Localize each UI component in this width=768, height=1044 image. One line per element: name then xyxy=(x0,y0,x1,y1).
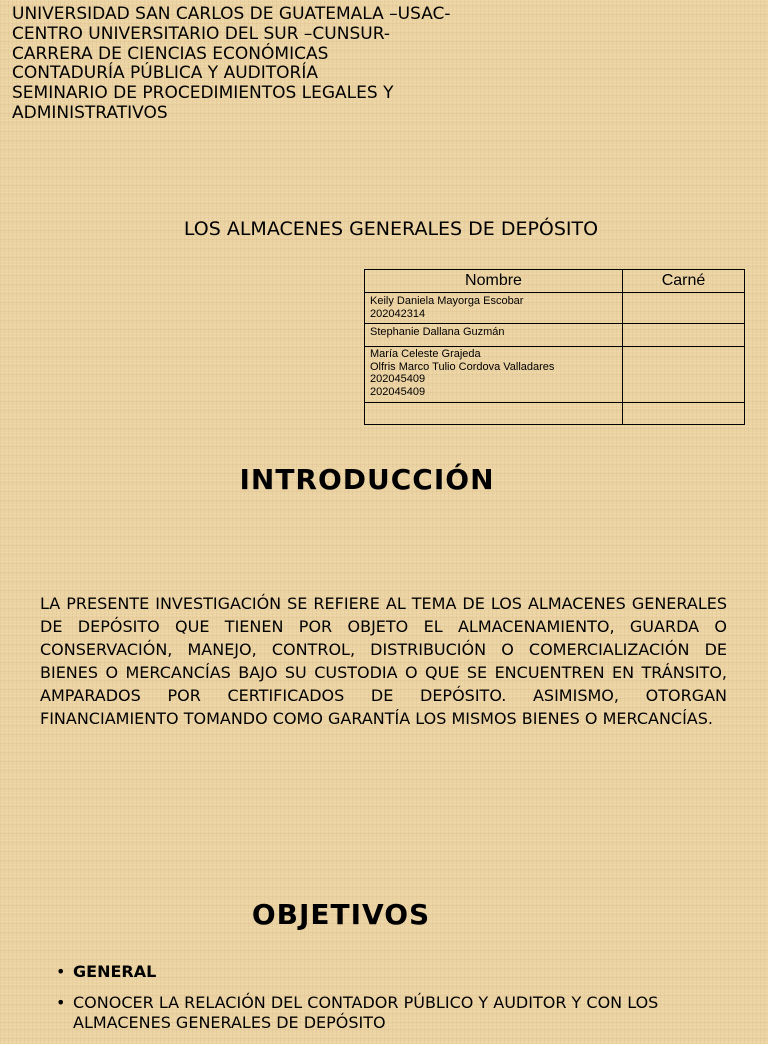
name-line: Stephanie Dallana Guzmán xyxy=(370,326,505,338)
table-header-row xyxy=(365,270,745,293)
objectives-list xyxy=(56,962,706,1044)
header-line-center: CENTRO UNIVERSITARIO DEL SUR –CUNSUR- xyxy=(12,23,390,44)
name-cell xyxy=(365,403,623,425)
column-header-name: Nombre xyxy=(365,270,623,293)
name-cell xyxy=(365,324,623,347)
introduction-paragraph: LA PRESENTE INVESTIGACIÓN SE REFIERE AL TEMA DE LOS ALMACENES GENERALES DE DEPÓSITO QUE TIENEN POR OBJETO EL ALMACENAMIENTO, GUARDA O CONSERVACIÓN, MANEJO, CONTROL, DISTRIBUCIÓN O COMERCIALIZACIÓN DE BIENES O MERCANCÍAS BAJO SU CUSTODIA O QUE SE ENCUENTREN EN TRÁNSITO, AMPARADOS POR CERTIFICADOS DE DEPÓSITO. ASIMISMO, OTORGAN FINANCIAMIENTO TOMANDO COMO GARANTÍA LOS MISMOS BIENES O MERCANCÍAS. xyxy=(40,594,727,728)
name-line: María Celeste Grajeda xyxy=(370,348,481,360)
header-line-seminar-cont: ADMINISTRATIVOS xyxy=(12,102,168,123)
bullet-icon: • xyxy=(56,993,66,1012)
students-table xyxy=(364,269,745,425)
table-row xyxy=(365,293,745,324)
header-line-university: UNIVERSIDAD SAN CARLOS DE GUATEMALA –USAC- xyxy=(12,4,451,24)
introduction-heading: INTRODUCCIÓN xyxy=(239,463,495,496)
name-line: 202042314 xyxy=(370,307,426,320)
table-row xyxy=(365,403,745,425)
column-header-carne: Carné xyxy=(623,270,745,293)
name-line: 202045409 xyxy=(370,373,426,386)
header-line-seminar: SEMINARIO DE PROCEDIMIENTOS LEGALES Y xyxy=(12,83,394,104)
name-line: Keily Daniela Mayorga Escobar xyxy=(370,295,524,307)
objective-general-label: GENERAL xyxy=(73,962,157,981)
name-cell xyxy=(365,293,623,324)
table-row xyxy=(365,347,745,403)
carne-cell xyxy=(623,403,745,425)
name-line: Olfris Marco Tulio Cordova Valladares xyxy=(370,360,555,373)
name-cell xyxy=(365,347,623,403)
document-subtitle: LOS ALMACENES GENERALES DE DEPÓSITO xyxy=(183,218,599,240)
carne-cell xyxy=(623,324,745,347)
list-item xyxy=(56,993,706,1033)
carne-cell xyxy=(623,293,745,324)
document-header xyxy=(12,5,752,124)
list-item xyxy=(56,962,706,982)
header-line-program: CONTADURÍA PÚBLICA Y AUDITORÍA xyxy=(12,63,318,84)
objectives-heading: OBJETIVOS xyxy=(251,898,431,931)
table-row xyxy=(365,324,745,347)
name-line: 202045409 xyxy=(370,385,426,398)
objective-text: CONOCER LA RELACIÓN DEL CONTADOR PÚBLICO Y AUDITOR Y CON LOS ALMACENES GENERALES DE DEPÓSITO xyxy=(73,993,659,1032)
bullet-icon: • xyxy=(56,962,66,981)
header-line-career: CARRERA DE CIENCIAS ECONÓMICAS xyxy=(12,43,329,64)
carne-cell xyxy=(623,347,745,403)
